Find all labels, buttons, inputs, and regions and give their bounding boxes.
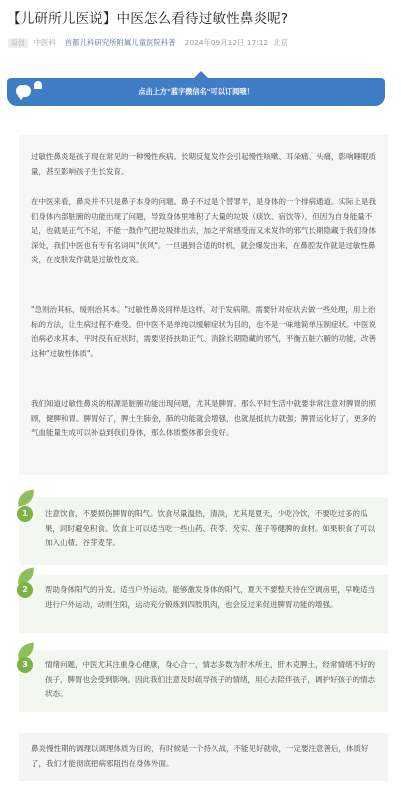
- paragraph: 过敏性鼻炎是孩子现在常见的一种慢性疾病。长期反复发作会引起慢性咳嗽、耳朵痛、头痛，影响睡眠质量，甚至影响孩子生长发育。: [31, 152, 376, 176]
- publish-time: 2024年09月12日 17:12: [184, 38, 269, 47]
- tip-card: [19, 650, 388, 712]
- paragraph: 在中医来看，鼻炎并不只是鼻子本身的问题。鼻子不过是个替罪羊，是身体的一个排病通道。实际上是我们身体内部脏腑的功能出现了问题，导致身体里堆积了大量的垃圾（痰饮、宿饮等），但因为自身能量不足，也就是正气不足，不能一鼓作气把垃圾排出去，加之平常感受而又未发作的邪气长期隐藏于我们身体深处，我们中医也有专有名词叫"伏风"。一旦遇到合适的时机，就会爆发出来，在鼻腔发作就是过敏性鼻炎，在皮肤发作就是过敏性皮炎。: [31, 197, 376, 264]
- tip-text: 情绪问题，中医尤其注重身心健康，身心合一，情志多数为肝木所主，肝木克脾土，经常情绪不好的孩子，脾胃也会受到影响。因此我们注意及时疏导孩子的情绪，用心去陪伴孩子，调护好孩子的情志状态。: [45, 660, 375, 698]
- tip-card: [19, 497, 388, 565]
- tip-number: 3: [17, 657, 33, 673]
- article-title: 【儿研所儿医说】中医怎么看待过敏性鼻炎呢?: [7, 11, 289, 27]
- tip-number: 2: [17, 582, 33, 598]
- author-link[interactable]: 首都儿科研究所附属儿童医院科普: [64, 38, 176, 47]
- intro-card: [19, 135, 388, 475]
- paragraph: 我们知道过敏性鼻炎的根源是脏腑功能出现问题，尤其是脾胃。那么平时生活中就要非常注意对脾胃的照顾，健脾和胃。脾胃好了，脾土生肺金，肺的功能就会增强，也就是抵抗力就强；脾胃运化好了，更多的气血能量生成可以补益到我们身体，那么体质整体都会变好。: [31, 399, 376, 437]
- leaf-icon: [16, 490, 36, 507]
- tip-card: [19, 575, 388, 633]
- conclusion-text: 鼻炎慢性期的调理以调理体质为目的，有时候是一个持久战，不能见好就收，一定要注意善后，体质好了，我们才能彻底把病邪阻挡在身体外面。: [31, 744, 369, 768]
- original-badge: 原创: [8, 38, 28, 48]
- conclusion-card: [19, 733, 388, 781]
- publish-location: 北京: [273, 38, 288, 47]
- category-label: 中医科: [33, 38, 56, 47]
- banner-pointer: [194, 71, 208, 78]
- banner-text: 点击上方"蓝字微信名"可以订阅哦！: [138, 87, 254, 96]
- subscribe-banner[interactable]: [7, 78, 385, 106]
- article-meta: [8, 37, 288, 49]
- tip-number: 1: [17, 506, 33, 522]
- tip-text: 注意饮食，不要损伤脾胃的阳气。饮食尽量温热，清淡，尤其是夏天，少吃冷饮，不要吃过多的瓜果，同时避免积食。饮食上可以适当吃一些山药、茯苓、芡实、莲子等健脾的食材。如果积食了可以加入山楂、谷芽麦芽。: [45, 509, 375, 547]
- tip-text: 帮助身体阳气的升发。适当户外运动，能够激发身体的阳气，夏天不要整天待在空调房里，早晚适当进行户外运动，动则生阳，运动充分锻炼到四肢肌肉，也会反过来促进脾胃功能的增强。: [45, 585, 375, 609]
- paragraph: "急则治其标，缓则治其本。"过敏性鼻炎同样是这样，对于发病期，需要针对症状去做一些处理，用上治标的方法，让生病过程不难受。但中医不是单纯以缓解症状为目的，也不是一味地简单压制症状。中医说治病必求其本，平时没有症状时，需要坚持扶助正气、消除长期隐藏的邪气，平衡五脏六腑的功能，改善这种"过敏性体质"。: [31, 305, 376, 358]
